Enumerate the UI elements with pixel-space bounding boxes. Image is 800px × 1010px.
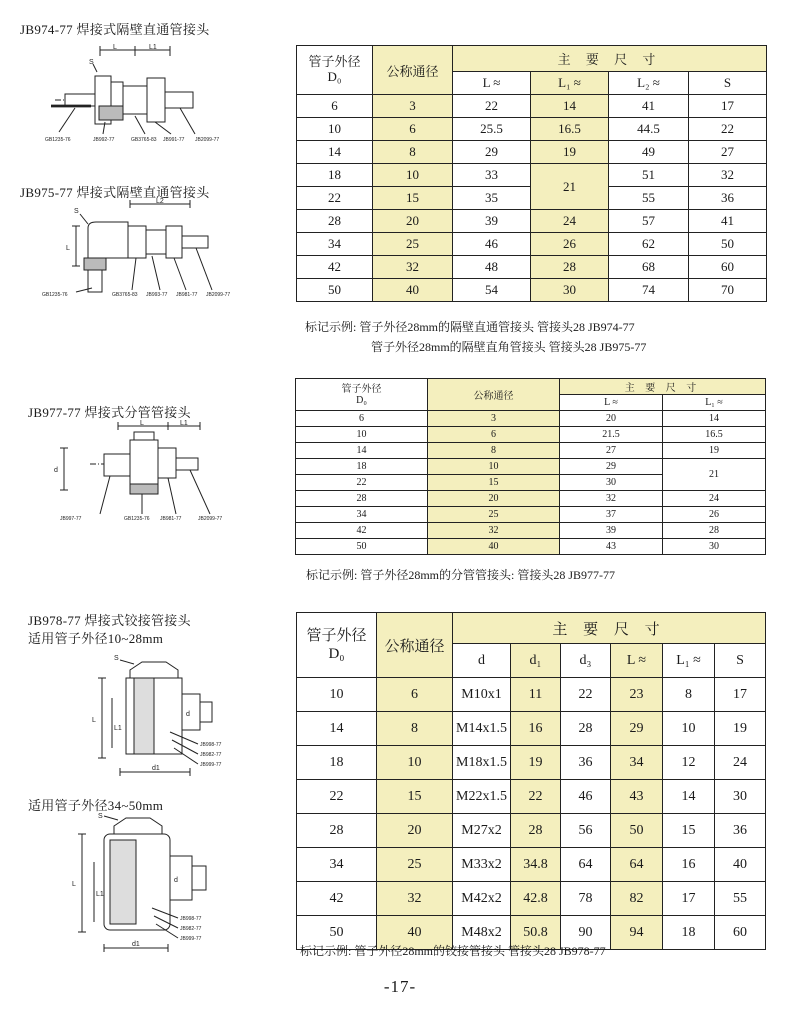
t3-cell: 14 <box>297 712 377 746</box>
t1-cell: 50 <box>297 279 373 302</box>
t1-header-nominal: 公称通径 <box>373 46 453 95</box>
t3-cell: M48x2 <box>453 916 511 950</box>
t3-header-od-sym: D₀ <box>328 646 345 662</box>
jb975-label-l: L <box>66 245 70 252</box>
table-row <box>296 411 766 427</box>
t1-cell: 55 <box>609 187 689 210</box>
t3-cell: 17 <box>715 678 766 712</box>
t2-cell: 19 <box>663 443 766 459</box>
jb978-large-drawing <box>70 812 250 962</box>
t1-cell: 29 <box>453 141 531 164</box>
jb978-subtitle-small: 适用管子外径10~28mm <box>28 631 164 646</box>
table-row <box>297 256 767 279</box>
t2-cell: 32 <box>560 491 663 507</box>
t3-cell: 28 <box>561 712 611 746</box>
jb978-small-drawing <box>90 648 270 783</box>
t2-cell: 16.5 <box>663 427 766 443</box>
t3-cell: 16 <box>663 848 715 882</box>
jb975-label-gb3765: GB3765-83 <box>112 292 138 298</box>
t1-cell: 60 <box>689 256 767 279</box>
jb974-label-l1: L1 <box>149 44 157 51</box>
t3-cell: 36 <box>561 746 611 780</box>
t1-cell: 48 <box>453 256 531 279</box>
t3-cell: 24 <box>715 746 766 780</box>
t1-cell: 41 <box>609 95 689 118</box>
t3-col-d3: d₃ <box>561 644 611 678</box>
t3-cell: 64 <box>611 848 663 882</box>
table-row <box>297 118 767 141</box>
jb974-label-jb2099: JB2099-77 <box>195 137 220 143</box>
jb977-label-l1: L1 <box>180 420 188 427</box>
table-row <box>296 539 766 555</box>
jb975-label-jb2099: JB2099-77 <box>206 292 231 298</box>
t2-header-od-label: 管子外径 <box>341 383 382 395</box>
table-row <box>296 443 766 459</box>
t2-cell: 27 <box>560 443 663 459</box>
t3-cell: 25 <box>377 848 453 882</box>
t3-cell: 56 <box>561 814 611 848</box>
t1-cell: 22 <box>453 95 531 118</box>
t1-cell: 3 <box>373 95 453 118</box>
t1-col-l2: L₂ ≈ <box>609 71 689 94</box>
jb978b-label-jb998: JB998-77 <box>180 916 202 922</box>
jb974-label-jb992: JB992-77 <box>93 137 115 143</box>
t3-cell: 34 <box>611 746 663 780</box>
table-row <box>297 780 766 814</box>
t3-cell: 18 <box>663 916 715 950</box>
t2-header-od <box>296 379 428 411</box>
t1-cell: 33 <box>453 164 531 187</box>
t1-cell: 26 <box>531 233 609 256</box>
t3-cell: 22 <box>297 780 377 814</box>
t3-cell: 34 <box>297 848 377 882</box>
t2-header-nominal: 公称通径 <box>428 379 560 411</box>
t3-header-od-label: 管子外径 <box>306 628 367 644</box>
t1-cell: 27 <box>689 141 767 164</box>
jb978-title: JB978-77 焊接式铰接管接头 <box>28 613 191 628</box>
t2-col-l: L ≈ <box>560 395 663 411</box>
t1-cell: 40 <box>373 279 453 302</box>
jb978b-label-s: S <box>98 813 103 820</box>
table-row <box>297 210 767 233</box>
t1-col-s: S <box>689 71 767 94</box>
t1-cell: 8 <box>373 141 453 164</box>
t1-cell: 51 <box>609 164 689 187</box>
t1-cell: 22 <box>297 187 373 210</box>
jb975-title: JB975-77 焊接式隔壁直通管接头 <box>20 185 210 200</box>
table-row <box>296 459 766 475</box>
t2-header-od-sym: D₀ <box>356 394 367 406</box>
t1-cell: 34 <box>297 233 373 256</box>
t3-header-nominal: 公称通径 <box>377 613 453 678</box>
t3-cell: 15 <box>663 814 715 848</box>
jb975-label-s: S <box>74 208 79 215</box>
jb974-label-jb991: JB991-77 <box>163 137 185 143</box>
t3-cell: 94 <box>611 916 663 950</box>
table-jb978 <box>296 612 766 950</box>
t1-cell: 70 <box>689 279 767 302</box>
t1-header-od-sym: D₀ <box>327 69 342 84</box>
t1-header-main: 主 要 尺 寸 <box>453 46 767 72</box>
t1-cell: 57 <box>609 210 689 233</box>
t3-cell: 20 <box>377 814 453 848</box>
t1-cell: 49 <box>609 141 689 164</box>
t2-cell: 34 <box>296 507 428 523</box>
t3-col-l: L ≈ <box>611 644 663 678</box>
t1-cell: 24 <box>531 210 609 233</box>
t2-cell: 3 <box>428 411 560 427</box>
table-row <box>297 814 766 848</box>
t2-cell: 14 <box>663 411 766 427</box>
t3-header-main: 主 要 尺 寸 <box>453 613 766 644</box>
t1-cell: 20 <box>373 210 453 233</box>
t3-cell: 55 <box>715 882 766 916</box>
jb977-drawing <box>50 418 250 528</box>
t1-col-l1: L₁ ≈ <box>531 71 609 94</box>
jb978a-label-d1: d1 <box>152 765 160 772</box>
t1-cell: 10 <box>373 164 453 187</box>
t2-cell: 30 <box>560 475 663 491</box>
t3-cell: 14 <box>663 780 715 814</box>
table-row <box>297 233 767 256</box>
t3-cell: 40 <box>715 848 766 882</box>
t3-cell: M14x1.5 <box>453 712 511 746</box>
t1-cell: 44.5 <box>609 118 689 141</box>
t1-cell: 6 <box>297 95 373 118</box>
jb975-label-gb1235: GB1235-76 <box>42 292 68 298</box>
t1-cell: 10 <box>297 118 373 141</box>
jb978a-label-jb999: JB999-77 <box>200 762 222 768</box>
t3-col-l1: L₁ ≈ <box>663 644 715 678</box>
t1-cell: 14 <box>531 95 609 118</box>
table-row <box>297 712 766 746</box>
jb978b-label-l: L <box>72 881 76 888</box>
t1-cell: 17 <box>689 95 767 118</box>
jb978a-label-s: S <box>114 655 119 662</box>
jb977-label-jb981: JB981-77 <box>160 516 182 522</box>
t1-cell: 35 <box>453 187 531 210</box>
jb978a-label-jb998: JB998-77 <box>200 742 222 748</box>
t2-cell: 14 <box>296 443 428 459</box>
table-jb974-975 <box>296 45 767 302</box>
jb978-subtitle-large: 适用管子外径34~50mm <box>28 798 164 813</box>
t3-cell: M42x2 <box>453 882 511 916</box>
t1-cell: 39 <box>453 210 531 233</box>
t1-col-l: L ≈ <box>453 71 531 94</box>
t3-cell: M18x1.5 <box>453 746 511 780</box>
t3-cell: 16 <box>511 712 561 746</box>
t2-cell: 26 <box>663 507 766 523</box>
t3-cell: 28 <box>297 814 377 848</box>
t2-cell-merged: 21 <box>663 459 766 491</box>
t3-cell: 42.8 <box>511 882 561 916</box>
t3-cell: 8 <box>663 678 715 712</box>
t2-cell: 25 <box>428 507 560 523</box>
t1-cell: 28 <box>297 210 373 233</box>
t2-cell: 28 <box>296 491 428 507</box>
t2-cell: 42 <box>296 523 428 539</box>
t3-cell: 90 <box>561 916 611 950</box>
t3-cell: 22 <box>561 678 611 712</box>
t3-cell: 60 <box>715 916 766 950</box>
t2-cell: 39 <box>560 523 663 539</box>
t3-cell: 12 <box>663 746 715 780</box>
t3-cell: 28 <box>511 814 561 848</box>
t3-cell: 36 <box>715 814 766 848</box>
t2-cell: 40 <box>428 539 560 555</box>
t1-cell: 6 <box>373 118 453 141</box>
table-row <box>296 523 766 539</box>
t3-cell: 22 <box>511 780 561 814</box>
t2-cell: 8 <box>428 443 560 459</box>
t2-cell: 15 <box>428 475 560 491</box>
t3-cell: 30 <box>715 780 766 814</box>
t3-col-d: d <box>453 644 511 678</box>
t3-cell: 50 <box>611 814 663 848</box>
t3-cell: 18 <box>297 746 377 780</box>
table-row <box>297 746 766 780</box>
t3-col-s: S <box>715 644 766 678</box>
table-row <box>297 882 766 916</box>
table-row <box>297 95 767 118</box>
t1-cell: 30 <box>531 279 609 302</box>
t3-cell: 15 <box>377 780 453 814</box>
t1-cell: 22 <box>689 118 767 141</box>
table-row <box>296 427 766 443</box>
t3-cell: 40 <box>377 916 453 950</box>
t2-header-main: 主 要 尺 寸 <box>560 379 766 395</box>
table-row <box>296 507 766 523</box>
t3-col-d1: d₁ <box>511 644 561 678</box>
t3-cell: 78 <box>561 882 611 916</box>
table-row <box>297 164 767 187</box>
t2-note: 标记示例: 管子外径28mm的分管管接头: 管接头28 JB977-77 <box>306 568 616 582</box>
t2-cell: 43 <box>560 539 663 555</box>
t3-cell: M22x1.5 <box>453 780 511 814</box>
jb975-drawing <box>40 196 250 306</box>
t2-cell: 10 <box>428 459 560 475</box>
t3-cell: 19 <box>511 746 561 780</box>
t1-cell: 28 <box>531 256 609 279</box>
t2-cell: 37 <box>560 507 663 523</box>
jb978b-label-jb999: JB999-77 <box>180 936 202 942</box>
t3-cell: 82 <box>611 882 663 916</box>
t1-cell: 18 <box>297 164 373 187</box>
jb977-title: JB977-77 焊接式分管管接头 <box>28 405 191 420</box>
jb978a-label-d: d <box>186 711 190 718</box>
jb975-label-jb993: JB993-77 <box>146 292 168 298</box>
t3-cell: 34.8 <box>511 848 561 882</box>
t2-col-l1: L₁ ≈ <box>663 395 766 411</box>
t3-cell: 64 <box>561 848 611 882</box>
t1-header-od <box>297 46 373 95</box>
t1-cell-merged: 21 <box>531 164 609 210</box>
t1-cell: 16.5 <box>531 118 609 141</box>
jb977-label-d: d <box>54 467 58 474</box>
t1-cell: 41 <box>689 210 767 233</box>
jb974-title: JB974-77 焊接式隔壁直通管接头 <box>20 22 210 37</box>
t1-cell: 54 <box>453 279 531 302</box>
table-jb977 <box>295 378 766 555</box>
t3-cell: 29 <box>611 712 663 746</box>
t1-cell: 32 <box>373 256 453 279</box>
jb978b-label-jb982: JB982-77 <box>180 926 202 932</box>
t3-cell: 46 <box>561 780 611 814</box>
t1-cell: 50 <box>689 233 767 256</box>
t3-cell: 19 <box>715 712 766 746</box>
table-row <box>297 848 766 882</box>
table-row <box>297 678 766 712</box>
jb978b-label-l1: L1 <box>96 891 104 898</box>
t2-cell: 20 <box>428 491 560 507</box>
t3-cell: 10 <box>297 678 377 712</box>
t2-cell: 22 <box>296 475 428 491</box>
t3-cell: 50 <box>297 916 377 950</box>
t1-cell: 36 <box>689 187 767 210</box>
table-row <box>297 141 767 164</box>
jb974-label-s: S <box>89 59 94 66</box>
jb978b-label-d: d <box>174 877 178 884</box>
t1-cell: 19 <box>531 141 609 164</box>
jb974-label-gb3765: GB3765-83 <box>131 137 157 143</box>
t3-cell: 43 <box>611 780 663 814</box>
t3-cell: 11 <box>511 678 561 712</box>
table-row <box>296 491 766 507</box>
jb977-label-gb1235: GB1235-76 <box>124 516 150 522</box>
jb978a-label-jb982: JB982-77 <box>200 752 222 758</box>
jb974-label-gb1235: GB1235-76 <box>45 137 71 143</box>
t1-header-od-label: 管子外径 <box>308 54 361 70</box>
t3-cell: 23 <box>611 678 663 712</box>
jb978a-label-l: L <box>92 717 96 724</box>
t3-cell: 32 <box>377 882 453 916</box>
t2-cell: 21.5 <box>560 427 663 443</box>
t2-cell: 6 <box>296 411 428 427</box>
t2-cell: 6 <box>428 427 560 443</box>
t1-cell: 46 <box>453 233 531 256</box>
t3-cell: 10 <box>663 712 715 746</box>
t1-note-1: 标记示例: 管子外径28mm的隔壁直通管接头 管接头28 JB974-77 <box>305 320 635 334</box>
t2-cell: 30 <box>663 539 766 555</box>
t2-cell: 10 <box>296 427 428 443</box>
t3-cell: M33x2 <box>453 848 511 882</box>
t2-cell: 20 <box>560 411 663 427</box>
t3-cell: 17 <box>663 882 715 916</box>
t3-header-od <box>297 613 377 678</box>
table-row <box>297 279 767 302</box>
page-number: -17- <box>383 977 417 996</box>
jb977-label-jb997: JB997-77 <box>60 516 82 522</box>
t3-cell: M27x2 <box>453 814 511 848</box>
jb978a-label-l1: L1 <box>114 725 122 732</box>
jb977-label-jb2099: JB2099-77 <box>198 516 223 522</box>
t3-cell: 42 <box>297 882 377 916</box>
jb975-label-l2: L2 <box>156 198 164 205</box>
t1-cell: 62 <box>609 233 689 256</box>
t3-cell: 6 <box>377 678 453 712</box>
t1-cell: 14 <box>297 141 373 164</box>
jb978b-label-d1: d1 <box>132 941 140 948</box>
t1-cell: 74 <box>609 279 689 302</box>
jb977-label-l: L <box>140 420 144 427</box>
t1-cell: 68 <box>609 256 689 279</box>
jb974-drawing <box>45 42 245 162</box>
t2-cell: 24 <box>663 491 766 507</box>
t1-cell: 25.5 <box>453 118 531 141</box>
t3-cell: M10x1 <box>453 678 511 712</box>
t1-cell: 42 <box>297 256 373 279</box>
t1-cell: 15 <box>373 187 453 210</box>
jb974-label-l: L <box>113 44 117 51</box>
jb975-label-jb981: JB981-77 <box>176 292 198 298</box>
t2-cell: 32 <box>428 523 560 539</box>
t1-cell: 32 <box>689 164 767 187</box>
t3-cell: 50.8 <box>511 916 561 950</box>
t2-cell: 50 <box>296 539 428 555</box>
t1-cell: 25 <box>373 233 453 256</box>
t1-note-2: 管子外径28mm的隔壁直角管接头 管接头28 JB975-77 <box>371 340 647 354</box>
t2-cell: 28 <box>663 523 766 539</box>
t3-cell: 8 <box>377 712 453 746</box>
t2-cell: 29 <box>560 459 663 475</box>
t3-cell: 10 <box>377 746 453 780</box>
t3-note: 标记示例: 管子外径28mm的铰接管接头 管接头28 JB978-77 <box>300 944 606 958</box>
t2-cell: 18 <box>296 459 428 475</box>
